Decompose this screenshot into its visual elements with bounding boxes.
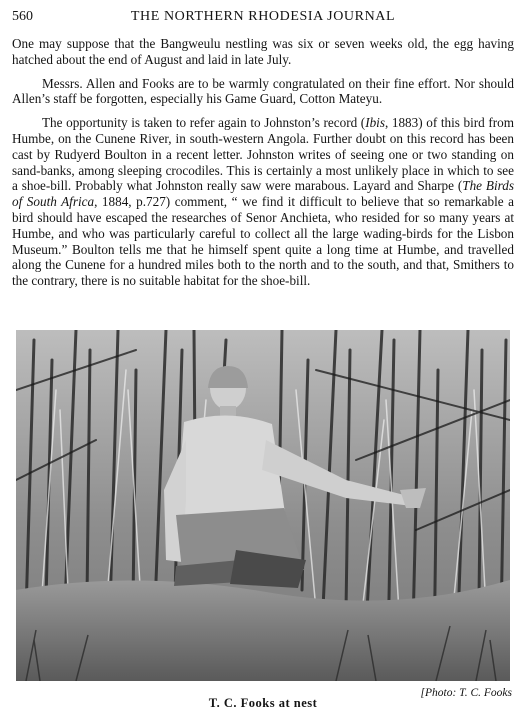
journal-title: THE NORTHERN RHODESIA JOURNAL: [130, 9, 396, 24]
text-segment: , 1883) of this bird from Humbe, on the Cunene River, in south-western Angola. Further doubt on this record has been cast by Rudyerd Boulton in a recent letter. Johnston writes of seeing one or two standing on sand-banks, among sleeping crocodiles. This is certainly a most unlikely place in which to see a shoe-bill. Probably what Johnston really saw were marabous. Layard and Sharpe (: [12, 115, 514, 194]
page-number: 560: [12, 9, 33, 24]
citation-ibis: Ibis: [365, 115, 385, 131]
photo-caption: T. C. Fooks at nest: [208, 696, 318, 710]
text-segment: One may suppose that the Bangweulu nestling was six or seven weeks old, the egg having hatched about the end of August and laid in late July.: [12, 36, 514, 67]
citation-birds-of-south-africa: The Birds of South Africa: [12, 178, 514, 210]
credit-bracket: [: [420, 687, 425, 699]
article-body: [12, 36, 514, 297]
paragraph-johnston-record: [12, 115, 514, 289]
credit-name: T. C. Fooks: [456, 687, 512, 699]
text-segment: , 1884, p.727) comment, “ we find it difficult to believe that so remarkable a bird should have escaped the researches of Senor Anchieta, who resided for so many years at Humbe, and who was particularly careful to collect all the large wading-birds for the Lisbon Museum.” Boulton tells me that he himself spent quite a long time at Humbe, and travelled along the Cunene for a hundred miles both to the north and to the south, and that, Smithers to the contrary, there is no suitable habitat for the shoe-bill.: [12, 194, 514, 289]
paragraph-nestling-age: [12, 36, 514, 68]
text-segment: Messrs. Allen and Fooks are to be warmly congratulated on their fine effort. Nor should Allen’s staff be forgotten, especially his Game Guard, Cotton Mateyu.: [12, 75, 514, 107]
photo-image: [16, 330, 510, 681]
text-segment: The opportunity is taken to refer again to Johnston’s record (: [42, 115, 366, 131]
credit-label: Photo:: [424, 687, 457, 699]
page-header: [12, 9, 514, 29]
paragraph-congratulations: [12, 76, 514, 108]
photograph-fooks-at-nest: [16, 330, 510, 681]
